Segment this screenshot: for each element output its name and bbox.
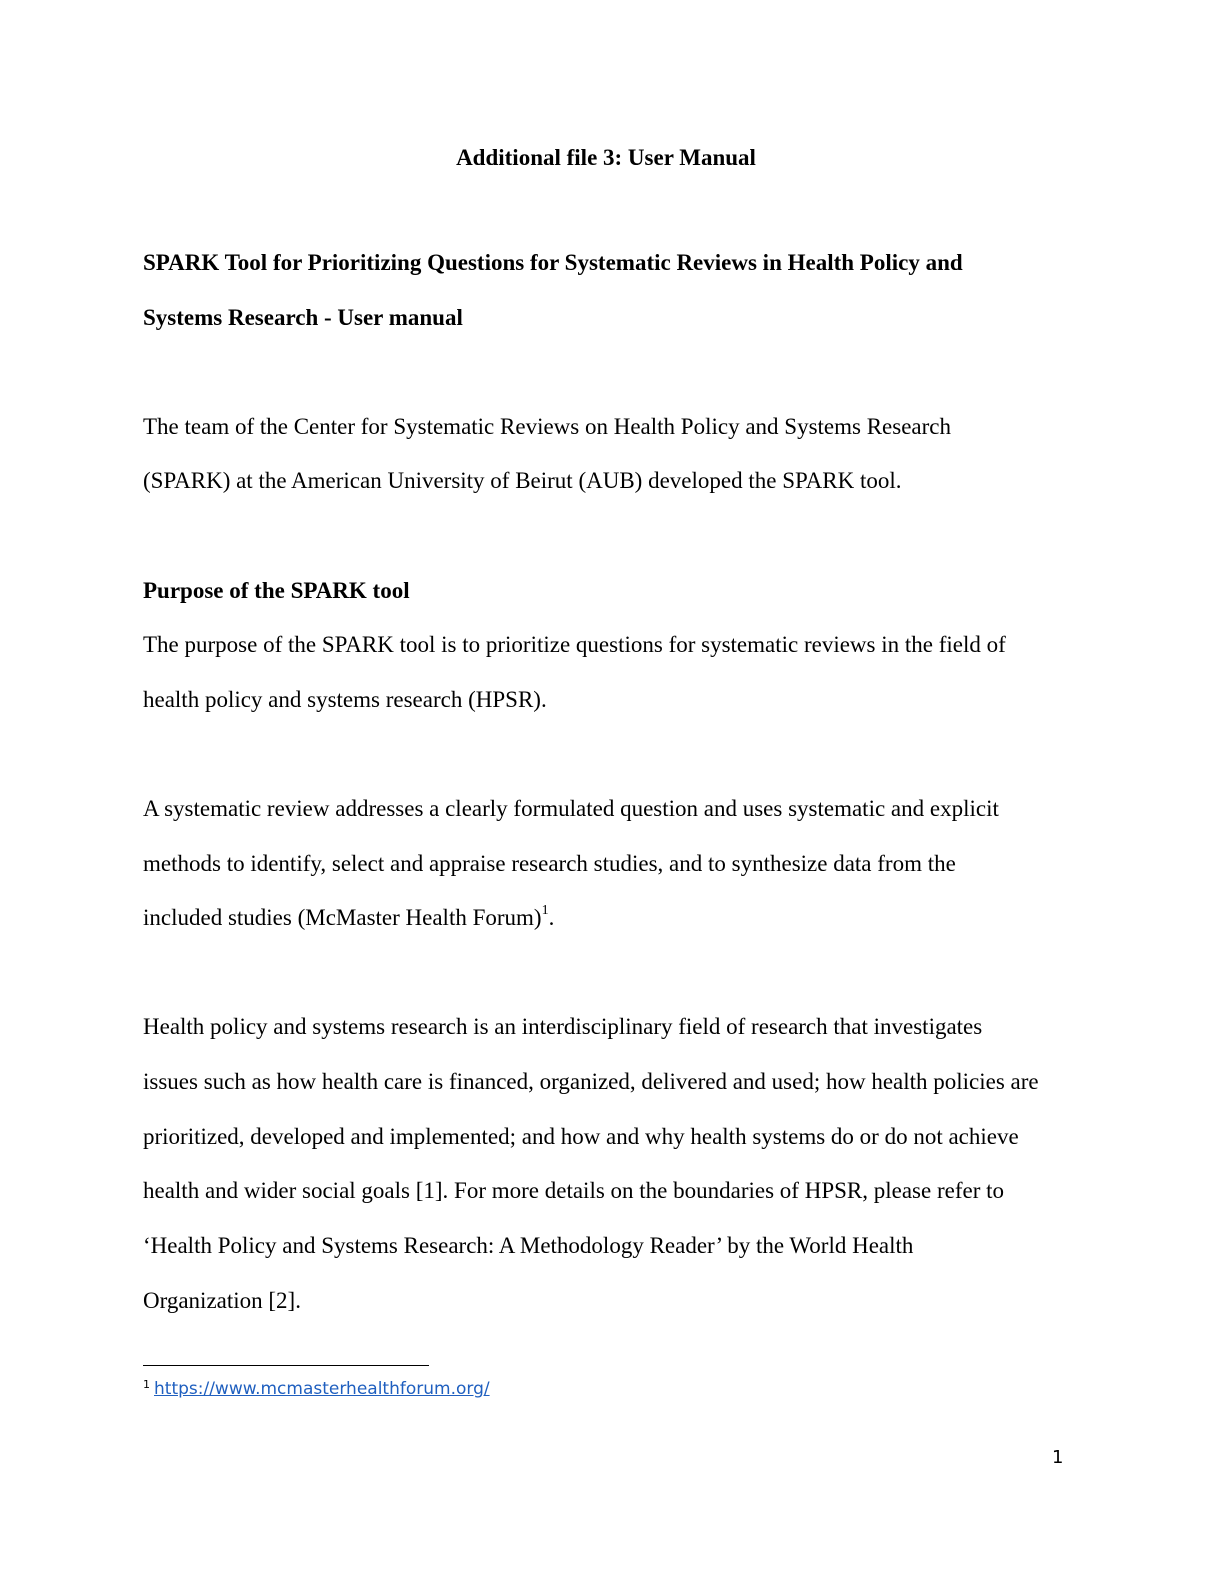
purpose-line-1: The purpose of the SPARK tool is to prioritize questions for systematic reviews in the field of — [143, 632, 1006, 657]
intro-line-2: (SPARK) at the American University of Beirut (AUB) developed the SPARK tool. — [143, 468, 902, 493]
systematic-review-line-1: A systematic review addresses a clearly formulated question and uses systematic and explicit — [143, 796, 999, 821]
intro-line-1: The team of the Center for Systematic Reviews on Health Policy and Systems Research — [143, 414, 951, 439]
hpsr-line-3: prioritized, developed and implemented; and how and why health systems do or do not achieve — [143, 1124, 1019, 1149]
systematic-review-line-3 — [143, 904, 554, 932]
systematic-review-line-2: methods to identify, select and appraise research studies, and to synthesize data from the — [143, 851, 956, 876]
hpsr-line-1: Health policy and systems research is an interdisciplinary field of research that investigates — [143, 1014, 983, 1039]
footnote-separator — [143, 1365, 429, 1366]
hpsr-line-6: Organization [2]. — [143, 1288, 301, 1313]
hpsr-line-4: health and wider social goals [1]. For more details on the boundaries of HPSR, please refer to — [143, 1178, 1004, 1203]
footnote-mark: 1 — [143, 1378, 150, 1391]
footnote-link[interactable]: https://www.mcmasterhealthforum.org/ — [154, 1379, 490, 1399]
purpose-heading: Purpose of the SPARK tool — [143, 578, 410, 603]
page-number: 1 — [1052, 1447, 1064, 1468]
footnote-reference[interactable]: 1 — [541, 903, 549, 919]
systematic-review-line-3-text: included studies (McMaster Health Forum) — [143, 905, 542, 930]
file-title: Additional file 3: User Manual — [456, 145, 756, 170]
footnote — [143, 1378, 490, 1402]
hpsr-line-2: issues such as how health care is financed, organized, delivered and used; how health policies are — [143, 1069, 1039, 1094]
manual-heading-line-1: SPARK Tool for Prioritizing Questions for Systematic Reviews in Health Policy and — [143, 250, 963, 275]
systematic-review-line-3-end: . — [548, 905, 555, 930]
hpsr-line-5: ‘Health Policy and Systems Research: A Methodology Reader’ by the World Health — [143, 1233, 914, 1258]
manual-heading-line-2: Systems Research - User manual — [143, 305, 463, 330]
purpose-line-2: health policy and systems research (HPSR). — [143, 687, 547, 712]
